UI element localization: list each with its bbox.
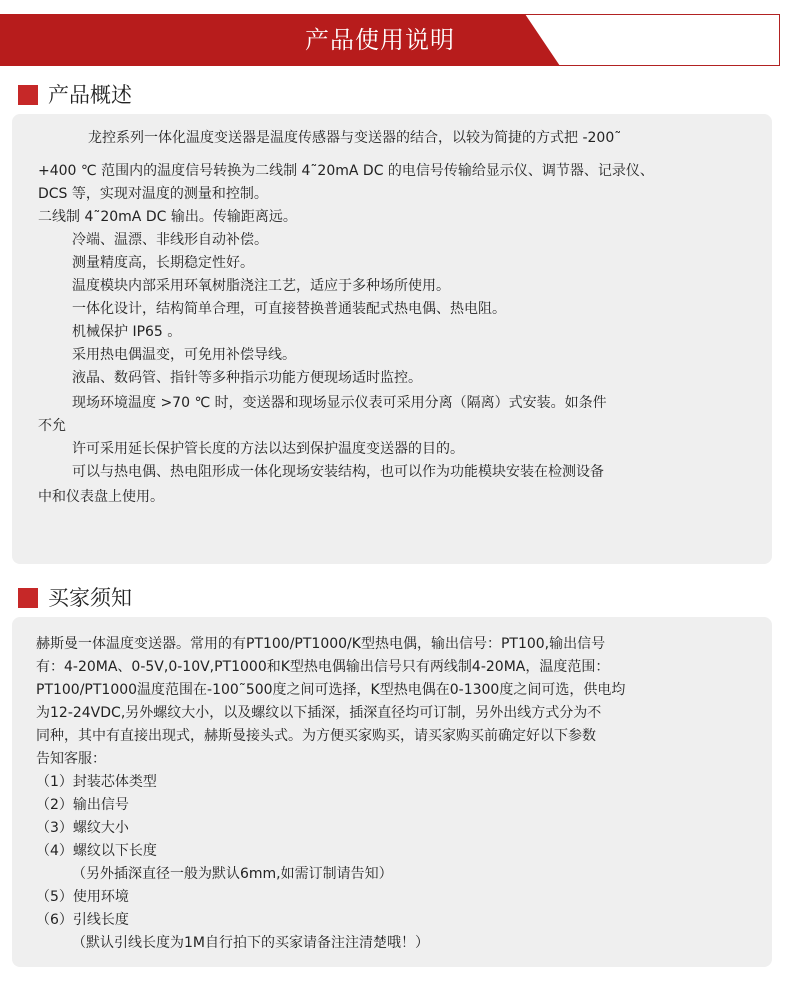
notice-line: 有：4-20MA、0-5V,0-10V,PT1000和K型热电偶输出信号只有两线制4-20MA，温度范围： [36, 659, 610, 675]
notice-list-item: （4）螺纹以下长度 [36, 843, 157, 859]
notice-note: （默认引线长度为1M自行拍下的买家请备注注清楚哦！） [72, 935, 429, 951]
banner-red-band [0, 14, 560, 66]
overview-line: +400 ℃ 范围内的温度信号转换为二线制 4˜20mA DC 的电信号传输给显示仪、调节器、记录仪、 [38, 163, 654, 179]
title-banner [0, 14, 780, 66]
overview-line: 温度模块内部采用环氧树脂浇注工艺，适应于多种场所使用。 [72, 278, 450, 294]
overview-line: 冷端、温漂、非线形自动补偿。 [72, 232, 268, 248]
notice-line: 同种，其中有直接出现式，赫斯曼接头式。为方便买家购买，请买家购买前确定好以下参数 [36, 728, 596, 744]
red-square-icon [18, 85, 38, 105]
notice-line: 为12-24VDC,另外螺纹大小，以及螺纹以下插深，插深直径均可订制，另外出线方式分为不 [36, 705, 602, 721]
notice-note: （另外插深直径一般为默认6mm,如需订制请告知） [72, 866, 393, 882]
overview-line: 测量精度高，长期稳定性好。 [72, 255, 254, 271]
overview-line: 一体化设计，结构简单合理，可直接替换普通装配式热电偶、热电阻。 [72, 301, 506, 317]
section-title-buyer-notice: 买家须知 [48, 586, 132, 610]
overview-line: 可以与热电偶、热电阻形成一体化现场安装结构，也可以作为功能模块安装在检测设备 [72, 464, 604, 480]
notice-line: 赫斯曼一体温度变送器。常用的有PT100/PT1000/K型热电偶，输出信号：PT100,输出信号 [36, 636, 606, 652]
notice-list-item: （1）封装芯体类型 [36, 774, 157, 790]
notice-list-item: （5）使用环境 [36, 889, 129, 905]
notice-list-item: （6）引线长度 [36, 912, 129, 928]
overview-line: 不允 [38, 418, 66, 434]
red-square-icon [18, 588, 38, 608]
notice-list-item: （2）输出信号 [36, 797, 129, 813]
overview-line: 液晶、数码管、指针等多种指示功能方便现场适时监控。 [72, 370, 422, 386]
notice-line: PT100/PT1000温度范围在-100˜500度之间可选择，K型热电偶在0-1300度之间可选，供电均 [36, 682, 626, 698]
overview-line: 现场环境温度 >70 ℃ 时，变送器和现场显示仪表可采用分离（隔离）式安装。如条件 [72, 395, 607, 411]
section-title-overview: 产品概述 [48, 83, 132, 107]
overview-line: 采用热电偶温变，可免用补偿导线。 [72, 347, 296, 363]
overview-line: 许可采用延长保护管长度的方法以达到保护温度变送器的目的。 [72, 441, 464, 457]
notice-line: 告知客服： [36, 751, 106, 767]
overview-line: 龙控系列一体化温度变送器是温度传感器与变送器的结合，以较为简捷的方式把 -200˜ [88, 130, 622, 146]
notice-list-item: （3）螺纹大小 [36, 820, 129, 836]
overview-line: DCS 等，实现对温度的测量和控制。 [38, 186, 268, 202]
overview-line: 二线制 4˜20mA DC 输出。传输距离远。 [38, 209, 297, 225]
section-header-overview [18, 80, 132, 110]
banner-title: 产品使用说明 [305, 26, 455, 54]
section-header-buyer-notice [18, 583, 132, 613]
overview-line: 中和仪表盘上使用。 [38, 489, 164, 505]
overview-line: 机械保护 IP65 。 [72, 324, 182, 340]
